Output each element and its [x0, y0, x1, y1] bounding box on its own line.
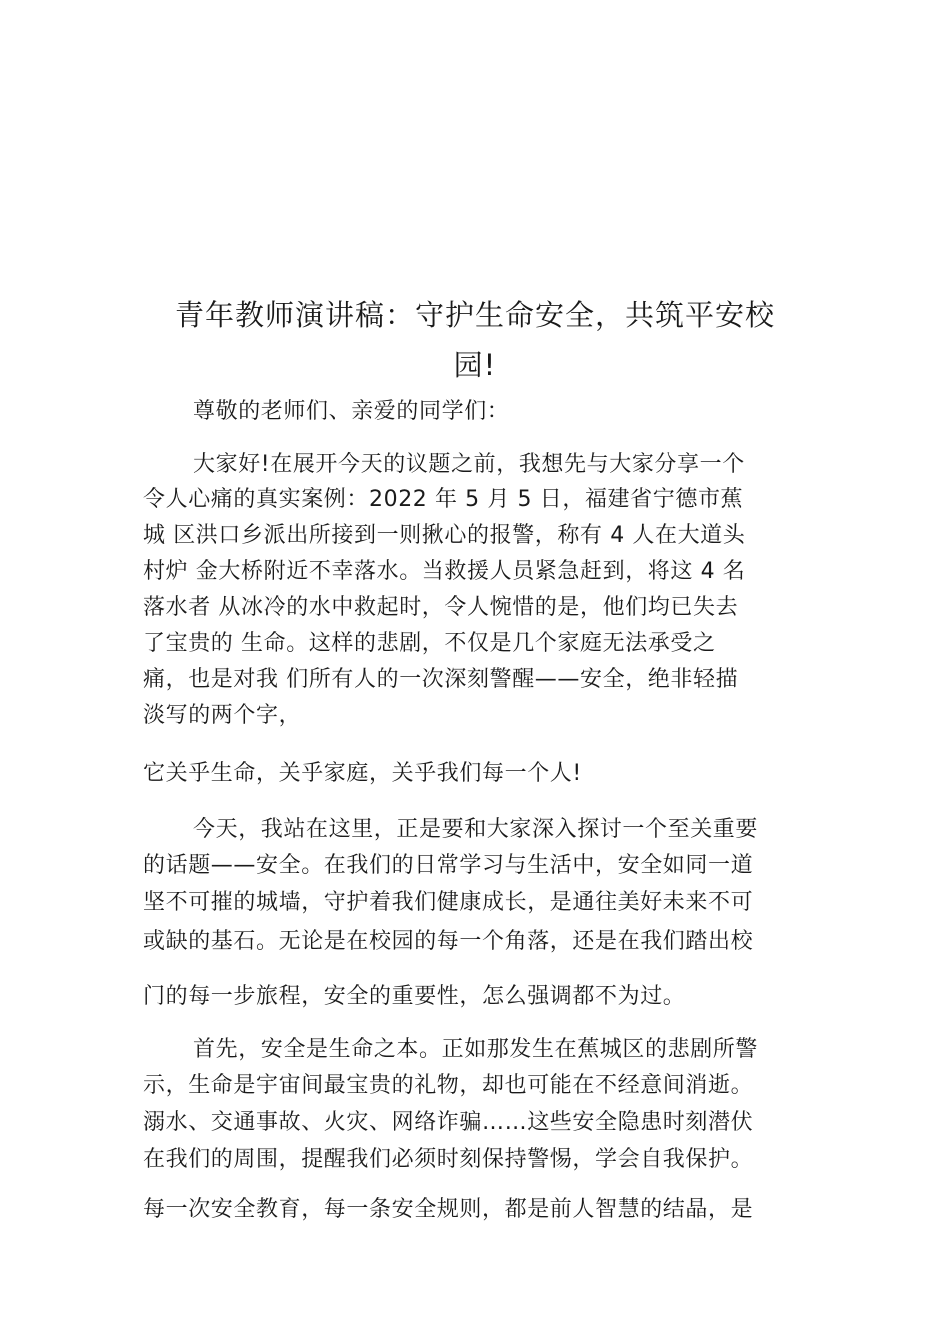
text-line: 令人心痛的真实案例：2022 年 5 月 5 日，福建省宁德市蕉 [143, 487, 744, 512]
text-line: 首先，安全是生命之本。正如那发生在蕉城区的悲剧所警 [193, 1037, 759, 1062]
text-line: 淡写的两个字， [143, 703, 302, 728]
title-line-1: 青年教师演讲稿：守护生命安全，共筑平安校 [174, 298, 775, 332]
text-line: 村炉 金大桥附近不幸落水。当救援人员紧急赶到，将这 4 名 [143, 559, 746, 584]
title-line-2: 园! [453, 348, 497, 382]
text-line: 示，生命是宇宙间最宝贵的礼物，却也可能在不经意间消逝。 [143, 1073, 754, 1098]
document-title [140, 290, 810, 390]
text-line: 每一次安全教育，每一条安全规则，都是前人智慧的结晶，是 [143, 1197, 754, 1222]
text-line: 溺水、交通事故、火灾、网络诈骗……这些安全隐患时刻潜伏 [143, 1110, 754, 1135]
salutation: 尊敬的老师们、亲爱的同学们： [193, 399, 510, 424]
text-line: 城 区洪口乡派出所接到一则揪心的报警，称有 4 人在大道头 [143, 523, 746, 548]
text-line: 大家好!在展开今天的议题之前，我想先与大家分享一个 [193, 452, 745, 477]
text-line: 门的每一步旅程，安全的重要性，怎么强调都不为过。 [143, 984, 686, 1009]
text-line: 它关乎生命，关乎家庭，关乎我们每一个人! [143, 761, 582, 786]
text-line: 坚不可摧的城墙，守护着我们健康成长，是通往美好未来不可 [143, 890, 754, 915]
text-line: 或缺的基石。无论是在校园的每一个角落，还是在我们踏出校 [143, 929, 754, 954]
text-line: 了宝贵的 生命。这样的悲剧，不仅是几个家庭无法承受之 [143, 631, 716, 656]
text-line: 在我们的周围，提醒我们必须时刻保持警惕，学会自我保护。 [143, 1147, 754, 1172]
text-line: 的话题——安全。在我们的日常学习与生活中，安全如同一道 [143, 853, 754, 878]
text-line: 痛，也是对我 们所有人的一次深刻警醒——安全，绝非轻描 [143, 667, 739, 692]
text-line: 今天，我站在这里，正是要和大家深入探讨一个至关重要 [193, 817, 759, 842]
text-line: 落水者 从冰冷的水中救起时，令人惋惜的是，他们均已失去 [143, 595, 739, 620]
